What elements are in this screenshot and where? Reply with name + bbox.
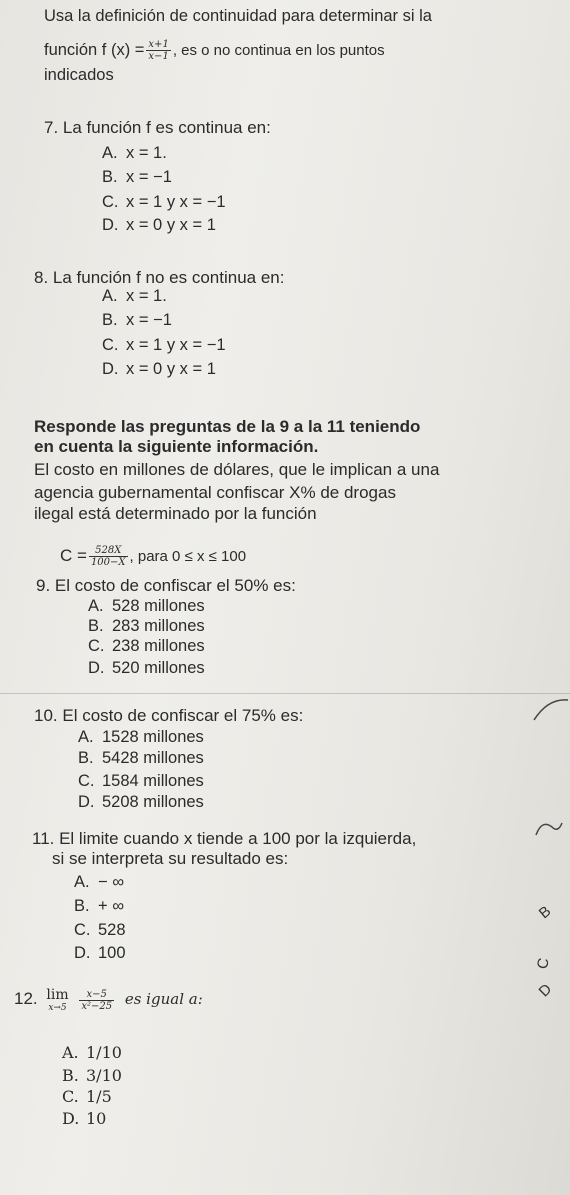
context-body-2: agencia gubernamental confiscar X% de drogas [34,483,396,502]
q9-option-a[interactable]: A. 528 millones [88,597,205,615]
q10-option-c[interactable]: C. 1584 millones [78,772,204,790]
limit-fraction: $\frac{x-5}{\text{x²−25}}$ [81,989,113,1012]
q10-option-b[interactable]: B. 5428 millones [78,749,204,767]
q7-option-b[interactable]: B. x = −1 [102,168,172,186]
q12-option-b[interactable]: B. 3/10 [62,1066,122,1085]
limit-operator: lim x→5 [46,987,69,1013]
question-10: 10. El costo de confiscar el 75% es: [34,706,304,725]
context-body-3: ilegal está determinado por la función [34,504,317,523]
q8-option-a[interactable]: A. x = 1. [102,287,167,305]
q8-option-b[interactable]: B. x = −1 [102,311,172,329]
question-7: 7. La función f es continua en: [44,118,271,137]
question-9: 9. El costo de confiscar el 50% es: [36,576,296,595]
q12-option-a[interactable]: A. 1/10 [62,1043,122,1062]
q11-option-d[interactable]: D. 100 [74,944,126,962]
q12-option-c[interactable]: C. 1/5 [62,1087,112,1106]
margin-curl-icon [532,815,568,841]
context-heading-1: Responde las preguntas de la 9 a la 11 teniendo [34,417,421,436]
context-heading-2: en cuenta la siguiente información. [34,437,319,456]
q10-option-d[interactable]: D. 5208 millones [78,793,204,811]
q10-option-a[interactable]: A. 1528 millones [78,728,204,746]
margin-mark-d: D [535,980,556,1001]
margin-mark-c: C [534,956,553,971]
cost-formula: C = $\frac{528X}{100-X}$ , para 0 ≤ x ≤ 100 [60,545,247,568]
q8-option-c[interactable]: C. x = 1 y x = −1 [102,336,226,354]
q7-option-a[interactable]: A. x = 1. [102,144,167,162]
q11-option-c[interactable]: C. 528 [74,921,126,939]
q7-option-c[interactable]: C. x = 1 y x = −1 [102,193,226,211]
q7-option-d[interactable]: D. x = 0 y x = 1 [102,216,216,234]
margin-mark-b: B [535,902,555,923]
q9-option-d[interactable]: D. 520 millones [88,659,205,677]
intro-line-1: Usa la definición de continuidad para determinar si la [44,7,432,25]
context-body-1: El costo en millones de dólares, que le implican a una [34,460,440,479]
question-8: 8. La función f no es continua en: [34,268,285,287]
question-11-line-2: si se interpreta su resultado es: [52,849,289,868]
q12-option-d[interactable]: D. 10 [62,1109,107,1128]
question-12: 12. lim x→5 $\frac{x-5}{\text{x²−25}}$ es igual a: [14,987,203,1013]
cost-formula-fraction: $\frac{528X}{100-X}$ [90,545,126,568]
q11-option-a[interactable]: A. − ∞ [74,873,124,891]
q9-option-b[interactable]: B. 283 millones [88,617,205,635]
q8-option-d[interactable]: D. x = 0 y x = 1 [102,360,216,378]
q11-option-b[interactable]: B. + ∞ [74,897,124,915]
q9-option-c[interactable]: C. 238 millones [88,637,205,655]
function-fraction: $\frac{x+1}{x-1}$ [148,39,169,62]
question-11-line-1: 11. El limite cuando x tiende a 100 por la izquierda, [32,829,417,848]
margin-arc [530,690,570,730]
intro-line-2: función f (x) = $\frac{x+1}{x-1}$ , es o no continua en los puntos [44,39,385,62]
intro-line-3: indicados [44,66,114,84]
fold-line [0,693,570,694]
